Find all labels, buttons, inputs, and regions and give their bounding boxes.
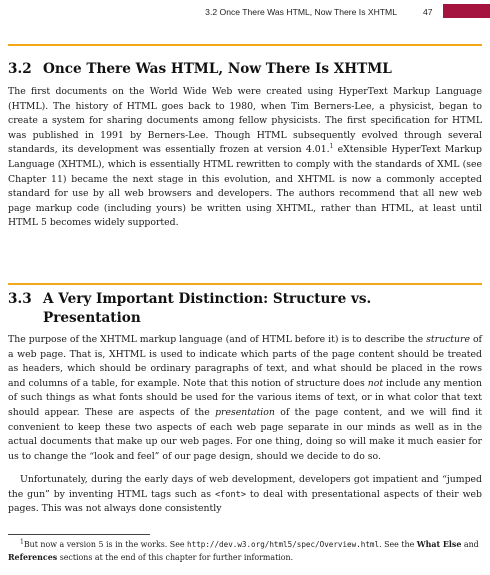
paragraph-text: to deal with presentational aspects of their web pages. This was not always done consistently	[8, 488, 482, 515]
running-head-title: 3.2 Once There Was HTML, Now There Is XHTML	[205, 7, 397, 17]
section-rule	[8, 44, 482, 46]
paragraph-text: include any mention of such things as what fonts should be used for the various items of text, or in what color that text should appear. These are aspects of the	[8, 377, 482, 418]
paragraph-text: of the page content, and we will find it convenient to keep these two aspects of each web page separate in our minds as well as in the actual documents that make up our web pages. For one thing, doing so will make it much easier for us to change the “look and feel” of our page design, should we decide to do so.	[8, 406, 482, 462]
footnote	[8, 538, 482, 564]
footnote-bold: References	[8, 553, 58, 562]
page-number: 47	[423, 7, 433, 17]
footnote-mark: 1	[329, 143, 334, 151]
footnote-number: 1	[20, 538, 24, 546]
emphasis: presentation	[215, 406, 275, 418]
section-title-line-2: Presentation	[43, 310, 141, 326]
paragraph-text: The first documents on the World Wide Web were created using HyperText Markup Language (HTML). The history of HTML goes back to 1980, when Tim Berners-Lee, a physicist, began to create a system for sharing documents among fellow physicists. The first specification for HTML was published in 1991 by Berners-Lee. Though HTML subsequently evolved through several standards, its development was essentially frozen at version 4.01.	[8, 86, 482, 156]
section-heading-3-2	[8, 60, 482, 79]
section-heading-3-3	[8, 290, 482, 328]
footnote-rule	[8, 534, 150, 535]
inline-code: <font>	[214, 489, 246, 500]
paragraph	[8, 473, 482, 517]
footnote-text: sections at the end of this chapter for further information.	[57, 553, 294, 562]
section-title-line-1: A Very Important Distinction: Structure vs.	[43, 291, 372, 307]
paragraph-text: Unfortunately, during the early days of web development, developers got impatient and “jumped the gun” by inventing HTML tags such as	[8, 474, 482, 500]
footnote-url[interactable]: http://dev.w3.org/html5/spec/Overview.html	[187, 540, 380, 549]
emphasis: structure	[426, 334, 470, 345]
paragraph	[8, 85, 482, 231]
section-number: 3.3	[8, 291, 32, 307]
footnote-text: But now a version 5 is in the works. See	[23, 540, 188, 549]
section-rule	[8, 283, 482, 285]
section-title: Once There Was HTML, Now There Is XHTML	[43, 61, 392, 77]
running-head	[0, 0, 490, 24]
footnote-text: and	[461, 540, 479, 549]
footnote-bold: What Else	[416, 540, 462, 549]
paragraph-text: of a web page. That is, XHTML is used to indicate which parts of the page content should be treated as headers, which should be ordinary paragraphs of text, and what should be placed in the rows and columns of a table, for example. Note that this notion of structure does	[8, 334, 482, 389]
footnote-text: . See the	[379, 540, 417, 549]
section-number: 3.2	[8, 61, 32, 77]
chapter-tab	[443, 4, 490, 18]
paragraph-text: The purpose of the XHTML markup language (and of HTML before it) is to describe the	[8, 334, 427, 345]
paragraph	[8, 333, 482, 464]
emphasis: not	[367, 377, 384, 389]
paragraph-text: eXtensible HyperText Markup Language (XHTML), which is essentially HTML rewritten to comply with the standards of XML (see Chapter 11) became the next stage in this evolution, and XHTML is now a commonly accepted standard for use by all web browsers and developers. The authors recommend that all new web page markup code (including yours) be written using XHTML, rather than HTML, at least until HTML 5 becomes widely supported.	[8, 144, 482, 229]
